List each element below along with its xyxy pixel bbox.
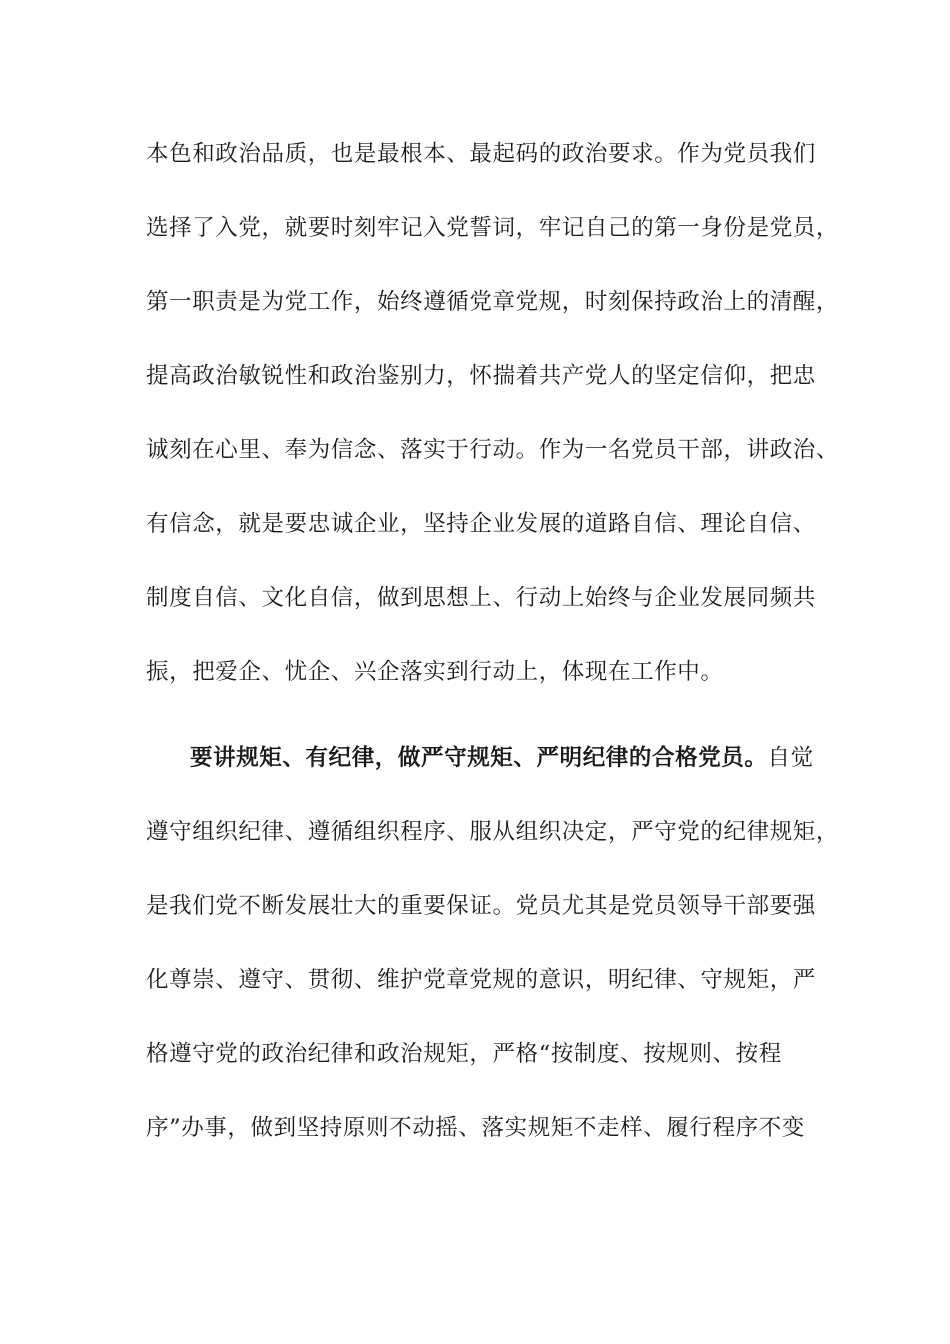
text-line: 遵守组织纪律、遵循组织程序、服从组织决定，严守党的纪律规矩，	[146, 819, 840, 845]
text-line: 第一职责是为党工作，始终遵循党章党规，时刻保持政治上的清醒，	[146, 289, 840, 315]
text-line: 有信念，就是要忠诚企业，坚持企业发展的道路自信、理论自信、	[146, 511, 816, 537]
text-line: 化尊崇、遵守、贯彻、维护党章党规的意识，明纪律、守规矩，严	[146, 967, 816, 993]
paragraph-heading-tail: 自觉	[767, 745, 814, 771]
text-line: 格遵守党的政治纪律和政治规矩，严格“按制度、按规则、按程	[146, 1041, 782, 1067]
text-line: 诚刻在心里、奉为信念、落实于行动。作为一名党员干部，讲政治、	[146, 437, 840, 463]
paragraph-heading-line	[190, 741, 826, 775]
text-line: 选择了入党，就要时刻牢记入党誓词，牢记自己的第一身份是党员，	[146, 215, 840, 241]
text-line: 提高政治敏锐性和政治鉴别力，怀揣着共产党人的坚定信仰，把忠	[146, 363, 816, 389]
text-line: 是我们党不断发展壮大的重要保证。党员尤其是党员领导干部要强	[146, 893, 816, 919]
text-line: 制度自信、文化自信，做到思想上、行动上始终与企业发展同频共	[146, 585, 816, 611]
text-line: 本色和政治品质，也是最根本、最起码的政治要求。作为党员我们	[146, 141, 816, 167]
text-line: 序”办事，做到坚持原则不动摇、落实规矩不走样、履行程序不变	[146, 1115, 805, 1141]
paragraph-heading: 要讲规矩、有纪律，做严守规矩、严明纪律的合格党员。	[190, 745, 768, 771]
text-line: 振，把爱企、忧企、兴企落实到行动上，体现在工作中。	[146, 659, 724, 685]
